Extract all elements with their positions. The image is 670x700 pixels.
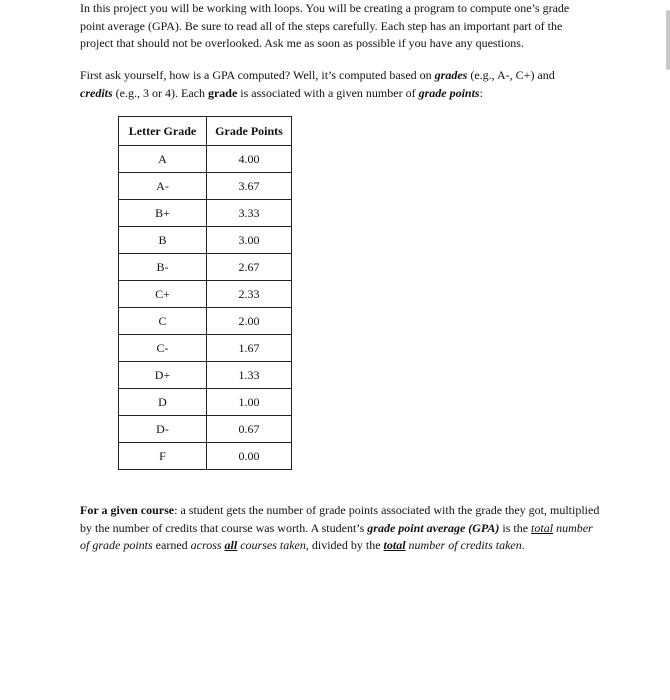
letter-grade-cell: A- xyxy=(119,173,207,200)
question-text-1: First ask yourself, how is a GPA computed? Well, it’s computed based on xyxy=(80,68,435,82)
table-row xyxy=(119,416,292,443)
course-text-8: . xyxy=(521,538,525,552)
gpa-question-paragraph xyxy=(80,67,585,102)
table-row xyxy=(119,281,292,308)
letter-grade-cell: F xyxy=(119,443,207,470)
table-row xyxy=(119,200,292,227)
course-text-2: is the xyxy=(499,520,532,535)
table-header-row xyxy=(119,117,292,146)
table-row xyxy=(119,146,292,173)
across-term: across xyxy=(190,538,225,552)
grade-points-table xyxy=(118,116,292,470)
question-text-2: (e.g., A-, C+) and xyxy=(467,68,555,82)
vertical-scrollbar[interactable] xyxy=(666,10,670,70)
question-text-4: is associated with a given number of xyxy=(237,85,419,100)
grade-points-cell: 0.00 xyxy=(207,443,292,470)
grade-points-cell: 0.67 xyxy=(207,416,292,443)
total-term-2: total xyxy=(383,538,406,552)
course-gpa-paragraph xyxy=(80,502,600,555)
gpa-term: grade point average (GPA) xyxy=(367,520,500,535)
header-letter-grade: Letter Grade xyxy=(119,117,207,146)
grade-points-cell: 3.67 xyxy=(207,173,292,200)
table-row xyxy=(119,254,292,281)
grades-term: grades xyxy=(434,68,468,82)
grade-points-cell: 1.33 xyxy=(207,362,292,389)
letter-grade-cell: C- xyxy=(119,335,207,362)
grade-points-cell: 2.67 xyxy=(207,254,292,281)
table-row xyxy=(119,173,292,200)
letter-grade-cell: C xyxy=(119,308,207,335)
course-text-1: : a student gets the number of grade points associated with the grade they got, multiplied by the number of credits that course was worth. A student’s xyxy=(80,503,600,535)
course-text-4: earned xyxy=(152,538,191,552)
letter-grade-cell: B- xyxy=(119,254,207,281)
course-text-7: number of credits taken xyxy=(405,538,522,552)
course-text-3: number of grade points xyxy=(80,520,593,552)
grade-points-cell: 3.00 xyxy=(207,227,292,254)
course-text-5: courses taken xyxy=(237,538,306,552)
letter-grade-cell: B+ xyxy=(119,200,207,227)
table-row xyxy=(119,308,292,335)
letter-grade-cell: D xyxy=(119,389,207,416)
letter-grade-cell: D- xyxy=(119,416,207,443)
letter-grade-cell: C+ xyxy=(119,281,207,308)
grade-points-term: grade points xyxy=(418,85,480,100)
all-term: all xyxy=(224,538,238,552)
table-row xyxy=(119,389,292,416)
question-text-3: (e.g., 3 or 4). Each xyxy=(112,85,208,100)
letter-grade-cell: D+ xyxy=(119,362,207,389)
table-row xyxy=(119,443,292,470)
total-term-1: total xyxy=(531,520,554,535)
credits-term: credits xyxy=(80,85,113,100)
table-row xyxy=(119,362,292,389)
grade-points-cell: 1.67 xyxy=(207,335,292,362)
table-row xyxy=(119,335,292,362)
grade-points-cell: 2.00 xyxy=(207,308,292,335)
grade-points-cell: 4.00 xyxy=(207,146,292,173)
intro-paragraph: In this project you will be working with loops. You will be creating a program to compute one’s grade point average (GPA). Be sure to read all of the steps carefully. Each step has an important part of the project that should not be overlooked. Ask me as soon as possible if you have any questions. xyxy=(80,1,570,50)
course-text-6: , divided by the xyxy=(305,538,384,552)
grade-points-cell: 2.33 xyxy=(207,281,292,308)
letter-grade-cell: B xyxy=(119,227,207,254)
grade-term: grade xyxy=(207,85,238,100)
course-lead: For a given course xyxy=(80,503,175,517)
table-row xyxy=(119,227,292,254)
header-grade-points: Grade Points xyxy=(207,117,292,146)
question-text-5: : xyxy=(479,85,483,100)
grade-points-cell: 3.33 xyxy=(207,200,292,227)
grade-points-cell: 1.00 xyxy=(207,389,292,416)
letter-grade-cell: A xyxy=(119,146,207,173)
